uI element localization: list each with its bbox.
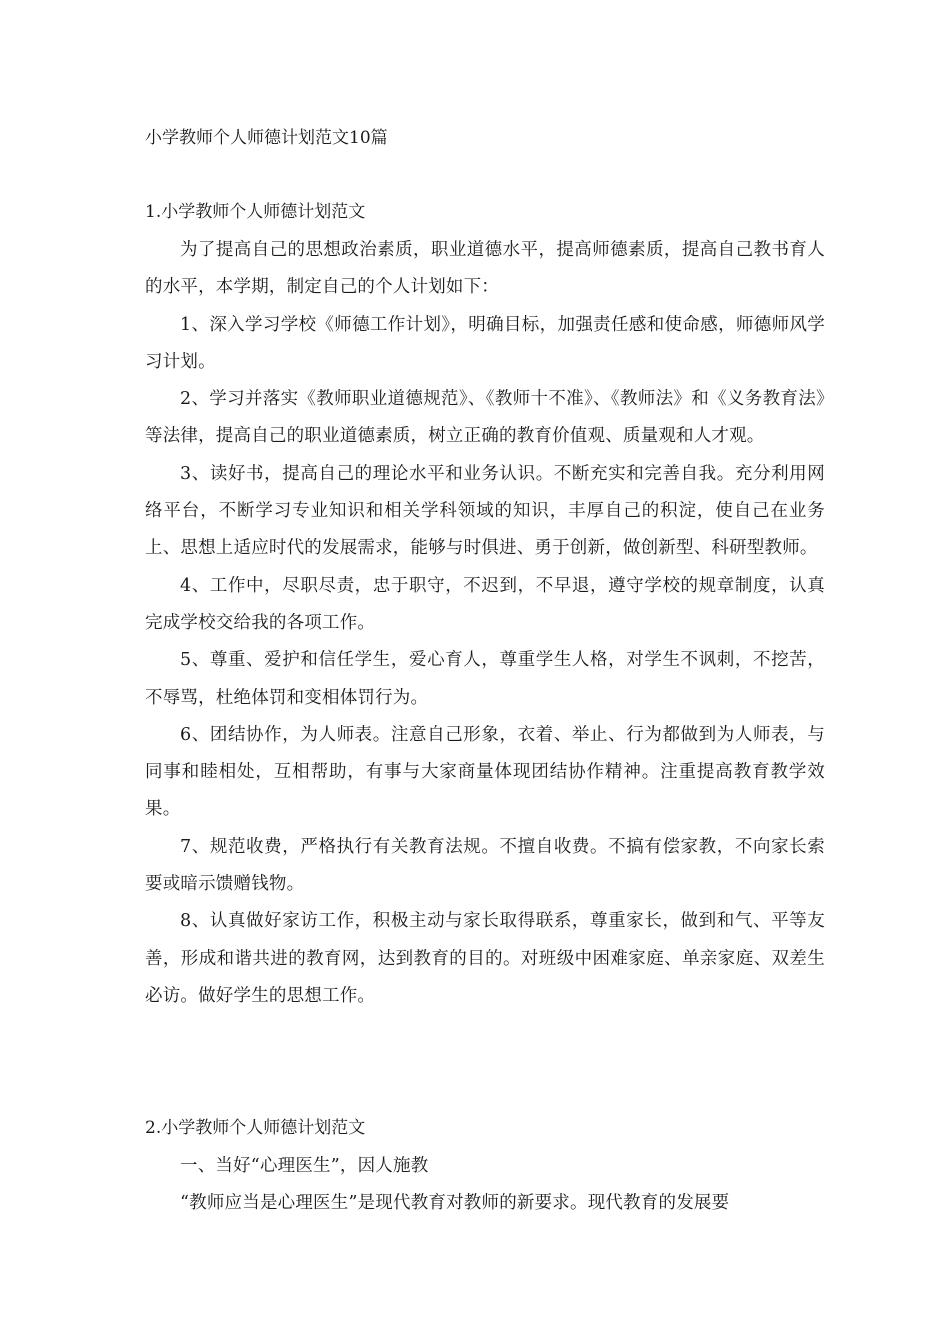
section-1-heading: 1.小学教师个人师德计划范文 — [145, 202, 366, 222]
paragraph: 为了提高自己的思想政治素质，职业道德水平，提高师德素质，提高自己教书育人的水平，本学期，制定自己的个人计划如下： — [145, 240, 825, 298]
subsection-heading: 一、当好“心理医生”，因人施教 — [180, 1156, 429, 1176]
section-1-body — [145, 232, 825, 1015]
list-item: 1、深入学习学校《师德工作计划》，明确目标，加强责任感和使命感，师德师风学习计划。 — [145, 314, 825, 372]
list-item: 6、团结协作，为人师表。注意自己形象，衣着、举止、行为都做到为人师表，与同事和睦相处，互相帮助，有事与大家商量体现团结协作精神。注重提高教育教学效果。 — [145, 724, 825, 820]
section-2-heading: 2.小学教师个人师德计划范文 — [145, 1118, 366, 1138]
list-item: 5、尊重、爱护和信任学生，爱心育人，尊重学生人格，对学生不讽刺，不挖苦，不辱骂，杜绝体罚和变相体罚行为。 — [145, 650, 825, 708]
document-title: 小学教师个人师德计划范文10篇 — [145, 128, 388, 148]
list-item: 3、读好书，提高自己的理论水平和业务认识。不断充实和完善自我。充分利用网络平台，不断学习专业知识和相关学科领域的知识，丰厚自己的积淀，使自己在业务上、思想上适应时代的发展需求，能够与时俱进、勇于创新，做创新型、科研型教师。 — [145, 463, 825, 559]
list-item: 7、规范收费，严格执行有关教育法规。不擅自收费。不搞有偿家教，不向家长索要或暗示馈赠钱物。 — [145, 836, 825, 895]
list-item: 2、学习并落实《教师职业道德规范》、《教师十不准》、《教师法》和《义务教育法》等法律，提高自己的职业道德素质，树立正确的教育价值观、质量观和人才观。 — [145, 389, 825, 447]
list-item: 8、认真做好家访工作，积极主动与家长取得联系，尊重家长，做到和气、平等友善，形成和谐共进的教育网，达到教育的目的。对班级中困难家庭、单亲家庭、双差生必访。做好学生的思想工作。 — [145, 911, 825, 1006]
paragraph: “教师应当是心理医生”是现代教育对教师的新要求。现代教育的发展要 — [180, 1193, 730, 1214]
section-2-body — [145, 1148, 825, 1223]
list-item: 4、工作中，尽职尽责，忠于职守，不迟到，不早退，遵守学校的规章制度，认真完成学校交给我的各项工作。 — [145, 575, 825, 633]
